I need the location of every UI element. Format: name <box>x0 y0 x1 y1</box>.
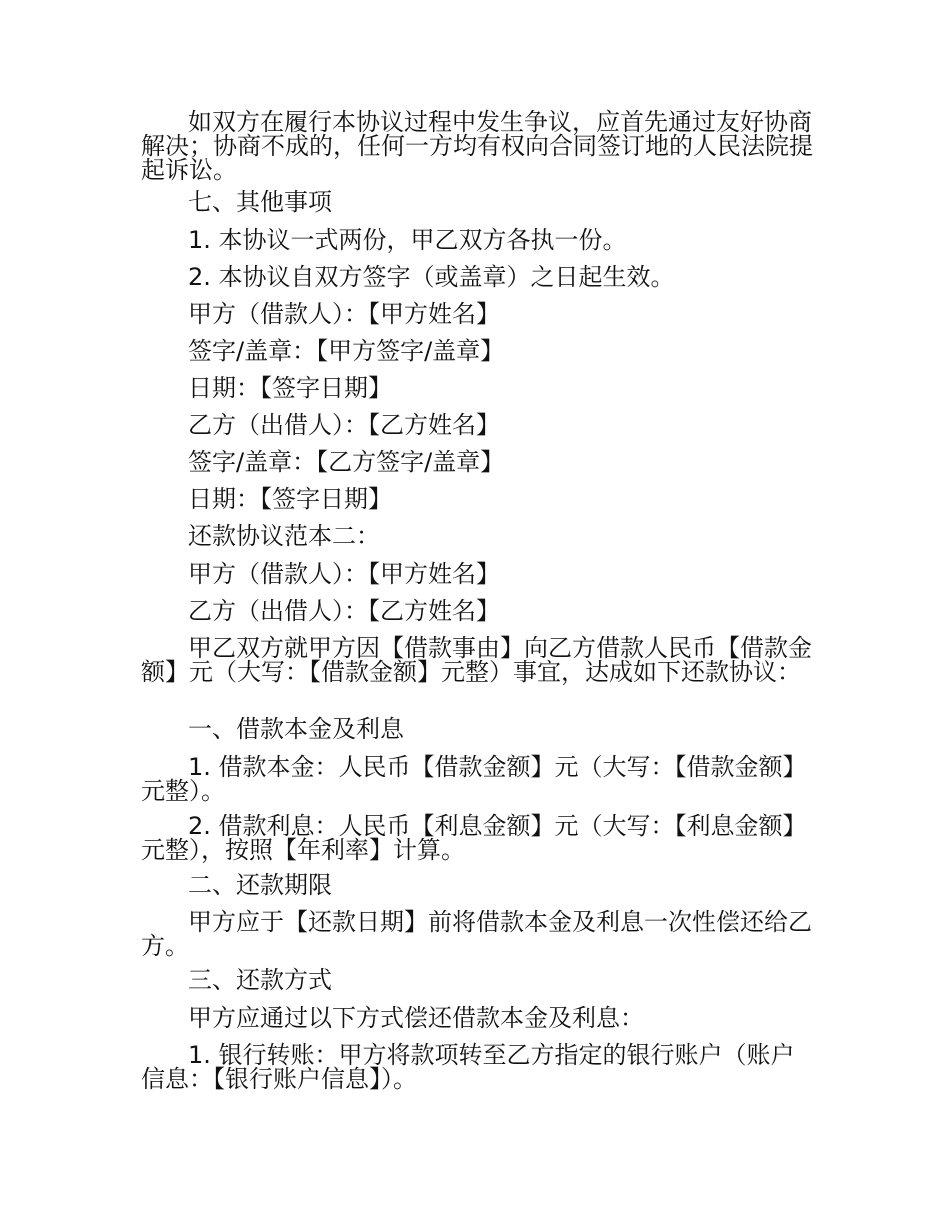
template-two-party-a: 甲方（借款人）：【甲方姓名】 <box>188 560 500 588</box>
party-a-signature-line: 签字/盖章：【甲方签字/盖章】 <box>188 337 505 365</box>
party-b-signature-line: 签字/盖章：【乙方签字/盖章】 <box>188 448 505 476</box>
party-b-name-line: 乙方（出借人）：【乙方姓名】 <box>188 411 500 439</box>
paragraph-interest: 2. 借款利息：人民币【利息金额】元（大写：【利息金额】元整），按照【年利率】计算。 <box>141 812 807 864</box>
template-two-title: 还款协议范本二： <box>188 522 380 550</box>
party-b-date-line: 日期：【签字日期】 <box>188 485 392 513</box>
paragraph-effective: 2. 本协议自双方签字（或盖章）之日起生效。 <box>188 263 675 291</box>
paragraph-repayment-date: 甲方应于【还款日期】前将借款本金及利息一次性偿还给乙方。 <box>141 908 812 960</box>
paragraph-bank-transfer: 1. 银行转账：甲方将款项转至乙方指定的银行账户（账户信息：【银行账户信息】）。 <box>141 1041 795 1093</box>
paragraph-agreement-intro: 甲乙双方就甲方因【借款事由】向乙方借款人民币【借款金额】元（大写：【借款金额】元整）事宜，达成如下还款协议： <box>141 634 812 686</box>
heading-principal-interest: 一、借款本金及利息 <box>188 715 404 743</box>
paragraph-dispute-resolution: 如双方在履行本协议过程中发生争议，应首先通过友好协商解决；协商不成的，任何一方均有权向合同签订地的人民法院提起诉讼。 <box>141 108 813 184</box>
party-a-date-line: 日期：【签字日期】 <box>188 374 392 402</box>
party-a-name-line: 甲方（借款人）：【甲方姓名】 <box>188 300 500 328</box>
paragraph-copies: 1. 本协议一式两份，甲乙双方各执一份。 <box>188 226 627 254</box>
heading-repayment-term: 二、还款期限 <box>188 871 332 899</box>
template-two-party-b: 乙方（出借人）：【乙方姓名】 <box>188 597 500 625</box>
paragraph-method-intro: 甲方应通过以下方式偿还借款本金及利息： <box>188 1004 644 1032</box>
heading-repayment-method: 三、还款方式 <box>188 966 332 994</box>
paragraph-principal: 1. 借款本金：人民币【借款金额】元（大写：【借款金额】元整）。 <box>141 753 807 805</box>
heading-other-matters: 七、其他事项 <box>188 188 332 216</box>
